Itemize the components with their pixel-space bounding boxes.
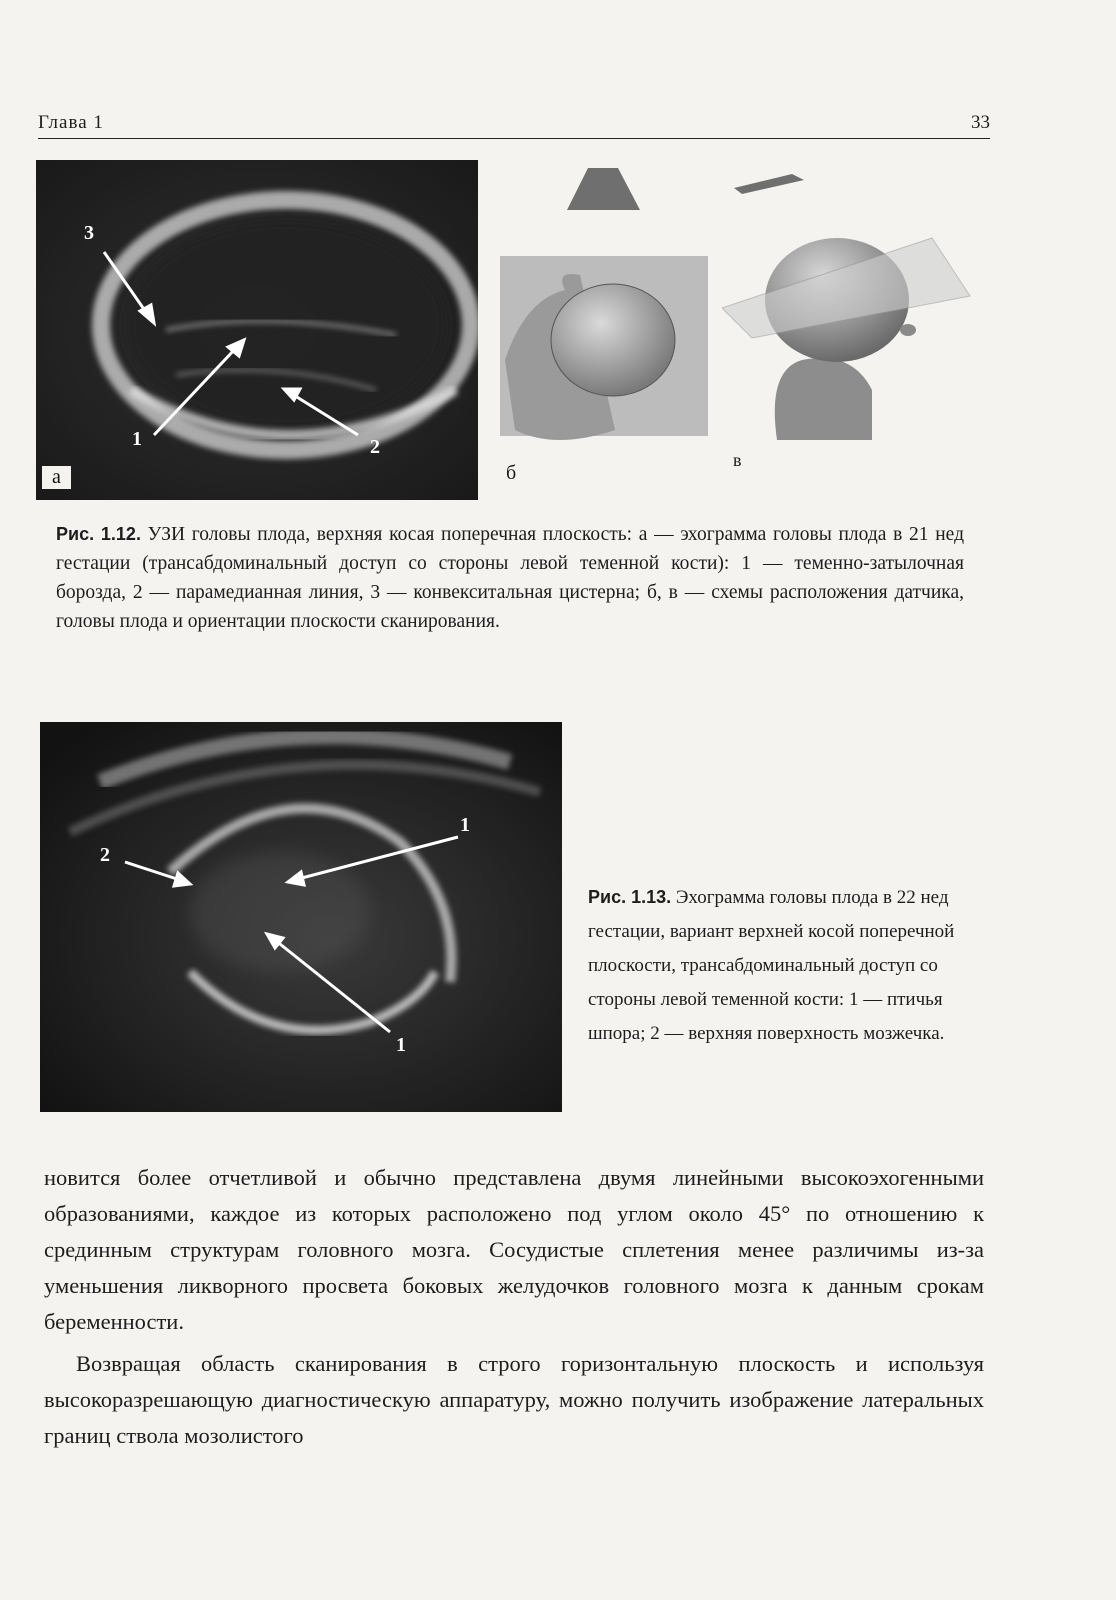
panel-letter-b: б <box>506 462 517 484</box>
chapter-title: Глава 1 <box>38 112 104 133</box>
caption-text: Эхограмма головы плода в 22 нед гестации, вариант верхней косой поперечной плоскости, трансабдоминальный доступ со стороны левой теменной кости: 1 — птичья шпора; 2 — верхняя поверхность мозжечка. <box>588 887 955 1044</box>
body-text <box>44 1160 984 1454</box>
figure-label-2: 2 <box>370 436 380 458</box>
figure-1-12v-schematic <box>722 160 972 450</box>
figure-1-12a-ultrasound <box>36 160 478 500</box>
figure-label-1-top: 1 <box>460 814 470 836</box>
caption-number: Рис. 1.12. <box>56 524 141 544</box>
paragraph: новится более отчетливой и обычно представлена двумя линейными высокоэхогенными образованиями, каждое из которых расположено под углом около 45° по отношению к срединным структурам головного мозга. Сосудистые сплетения менее различимы из-за уменьшения ликворного просвета боковых желудочков головного мозга к данным срокам беременности. <box>44 1165 984 1334</box>
figure-1-12b-schematic <box>495 160 715 460</box>
caption-number: Рис. 1.13. <box>588 887 672 907</box>
figure-label-1-bottom: 1 <box>396 1034 406 1056</box>
figure-label-2: 2 <box>100 844 110 866</box>
paragraph: Возвращая область сканирования в строго горизонтальную плоскость и используя высокоразрешающую диагностическую аппаратуру, можно получить изображение латеральных границ ствола мозолистого <box>44 1351 984 1448</box>
panel-letter-v: в <box>733 450 742 470</box>
figure-1-13-ultrasound <box>40 722 562 1112</box>
caption-text: УЗИ головы плода, верхняя косая поперечная плоскость: а — эхограмма головы плода в 21 нед гестации (трансабдоминальный доступ со стороны левой теменной кости): 1 — теменно-затылочная борозда, 2 — парамедианная линия, 3 — конвекситальная цистерна; б, в — схемы расположения датчика, головы плода и ориентации плоскости сканирования. <box>56 524 964 632</box>
page-number: 33 <box>971 112 990 133</box>
figure-1-12-caption <box>56 520 964 636</box>
figure-label-3: 3 <box>84 222 94 244</box>
panel-letter-a: а <box>42 466 71 489</box>
running-header <box>38 112 990 139</box>
figure-1-13-caption <box>588 880 962 1051</box>
figure-label-1: 1 <box>132 428 142 450</box>
